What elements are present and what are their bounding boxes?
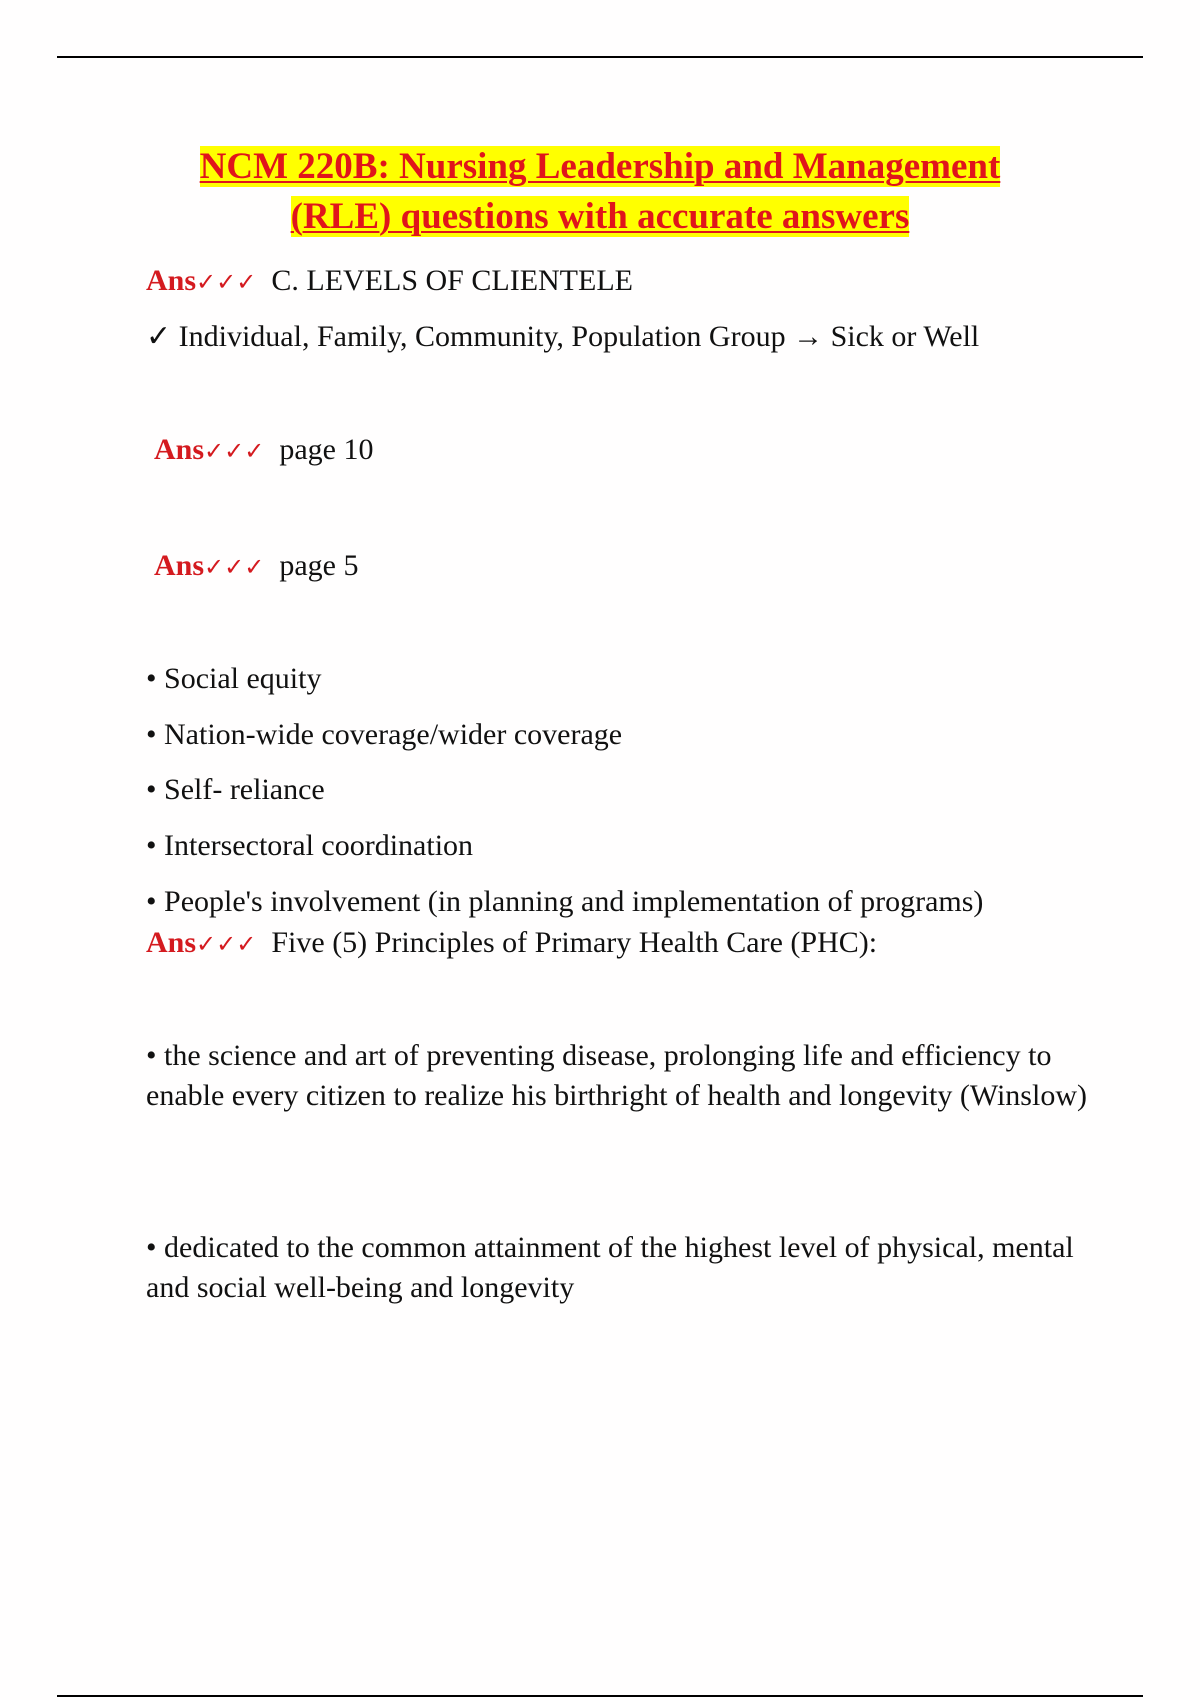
list-item: • Nation-wide coverage/wider coverage (146, 718, 623, 751)
answer-text: Five (5) Principles of Primary Health Care (PHC): (271, 926, 878, 959)
check-marks-icon: ✓✓✓ (196, 268, 257, 296)
ans-label: Ans (154, 433, 205, 466)
answer-text: page 5 (279, 549, 359, 582)
list-item: • Intersectoral coordination (146, 829, 474, 862)
document-title (0, 142, 1200, 242)
answer-phc-principles (146, 926, 877, 961)
title-line-1: NCM 220B: Nursing Leadership and Management (199, 146, 1001, 187)
title-line-2: (RLE) questions with accurate answers (290, 196, 910, 237)
clientele-detail: ✓ Individual, Family, Community, Population Group → Sick or Well (146, 320, 980, 353)
ans-label: Ans (146, 926, 197, 959)
paragraph-winslow-definition: • the science and art of preventing disease, prolonging life and efficiency to enable every citizen to realize his birthright of health and longevity (Winslow) (146, 1039, 1087, 1112)
top-rule (57, 56, 1143, 58)
check-marks-icon: ✓✓✓ (196, 930, 257, 958)
paragraph-well-being: • dedicated to the common attainment of the highest level of physical, mental and social well-being and longevity (146, 1231, 1074, 1304)
check-marks-icon: ✓✓✓ (204, 553, 265, 581)
list-item: • Self- reliance (146, 773, 325, 806)
answer-page-10 (154, 433, 374, 468)
bottom-rule (57, 1695, 1143, 1697)
ans-label: Ans (154, 549, 205, 582)
list-item: • Social equity (146, 662, 322, 695)
list-item: • People's involvement (in planning and implementation of programs) (146, 885, 984, 918)
ans-label: Ans (146, 264, 197, 297)
answer-levels-of-clientele (146, 264, 633, 299)
check-marks-icon: ✓✓✓ (204, 437, 265, 465)
answer-page-5 (154, 549, 359, 584)
answer-text: page 10 (279, 433, 374, 466)
answer-text: C. LEVELS OF CLIENTELE (271, 264, 633, 297)
